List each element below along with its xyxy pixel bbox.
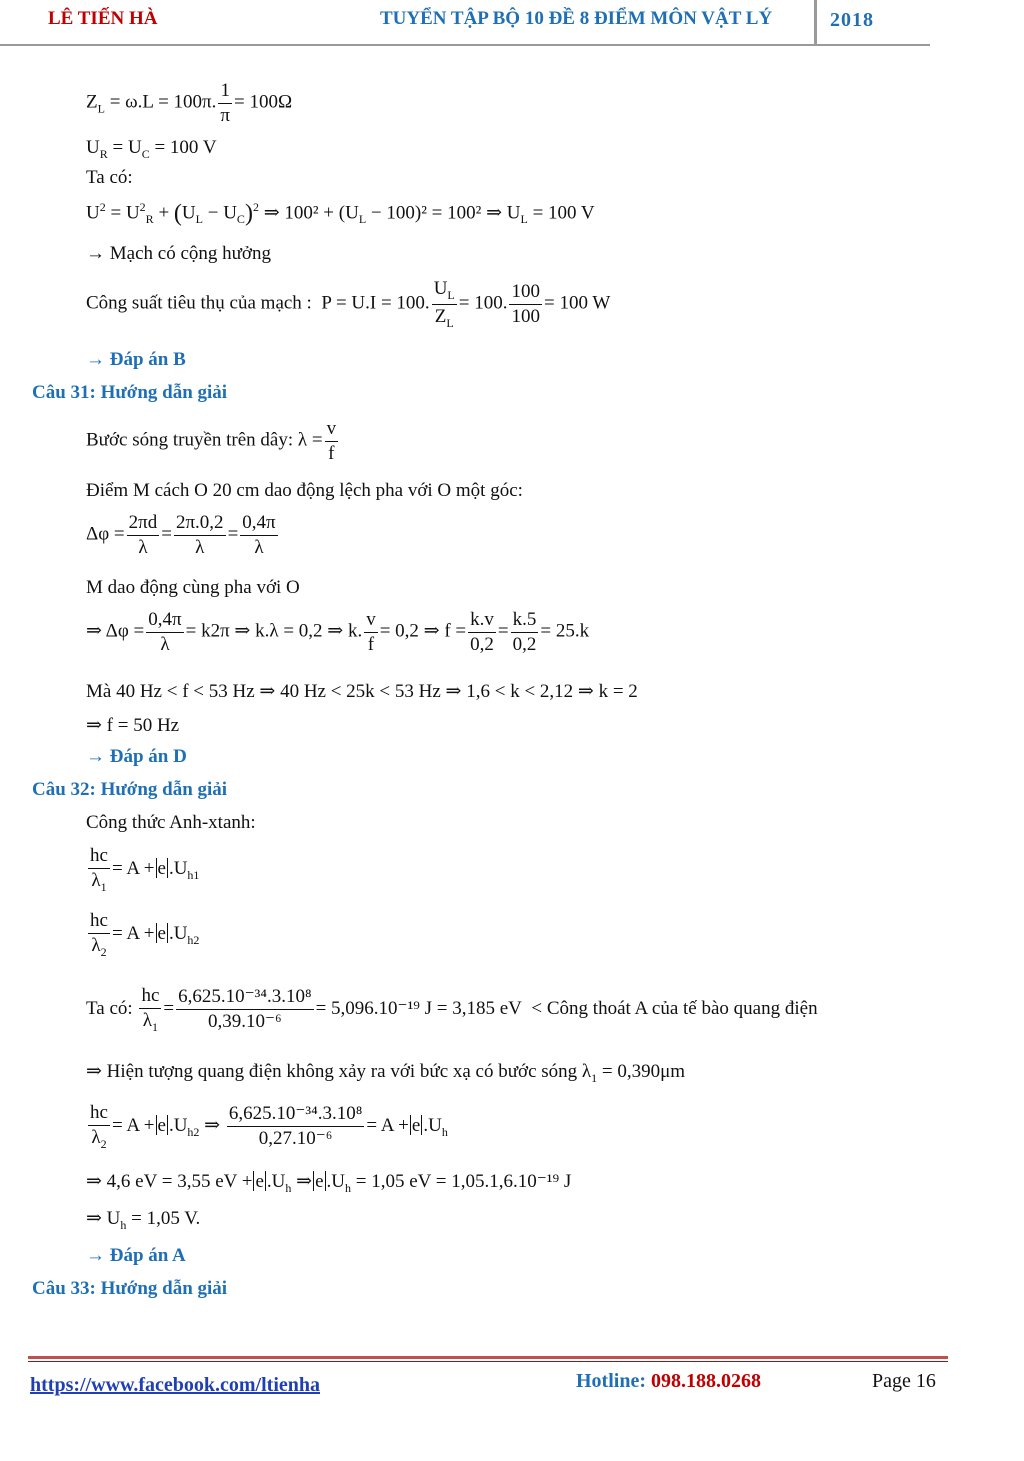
header-divider: [814, 0, 817, 44]
eq-wavelength: Bước sóng truyền trên dây: λ = $\frac{v}{f}$: [86, 418, 337, 464]
question-32-heading: Câu 32: Hướng dẫn giải: [32, 779, 228, 800]
footer-facebook-link[interactable]: https://www.facebook.com/ltienha: [30, 1374, 320, 1396]
eq-frequency-k: ⇒ Δφ = $\frac{0,4\pi}{\lambda}$ = k2π ⇒ k.λ = 0,2 ⇒ k. $\frac{v}{f}$ = 0,2 ⇒ f = $\frac{k.v}{0,2}$ = $\frac{k.5}{0,2}$ = 25.k: [86, 609, 590, 655]
eq-u-squared: $U^2 = U^2_R + (U_L - U_C)^2$ ⇒ $100^2 + (U_L - 100)^2 = 100^2$ ⇒ $U_L = 100$ V: [86, 200, 595, 227]
eq-zl: $Z_L = \omega.L = 100\pi$. $\frac{1}{\pi}$ = 100Ω: [86, 80, 293, 126]
text-no-photoeffect: ⇒ Hiện tượng quang điện không xảy ra với bức xạ có bước sóng $\lambda_1 = 0,390\mu m$: [86, 1061, 686, 1085]
answer-q31: → Đáp án D: [86, 746, 187, 767]
eq-energy-check: Ta có: $\frac{hc}{\lambda_1}$ = $\frac{\text{6,625.10⁻³⁴.3.10⁸}}{\text{0,39.10⁻⁶}}$ = 5,096.10⁻¹⁹ J = 3,185 eV < Công thoát A của tế bào quang điện: [86, 985, 818, 1034]
header-author: LÊ TIẾN HÀ: [48, 8, 158, 29]
answer-q30: → Đáp án B: [86, 349, 186, 370]
text-f-result: ⇒ f = 50 Hz: [86, 715, 180, 736]
eq-einstein-2: $\frac{hc}{\lambda_2}$ = A + e $.U_{h2}$: [90, 910, 200, 959]
text-cung-pha: M dao động cùng pha với O: [86, 577, 300, 598]
header-year: 2018: [830, 9, 874, 31]
text-einstein: Công thức Anh-xtanh:: [86, 812, 256, 833]
text-range-k: Mà 40 Hz < f < 53 Hz ⇒ 40 Hz < 25k < 53 Hz ⇒ 1,6 < k < 2,12 ⇒ k = 2: [86, 681, 638, 702]
eq-ur-uc: $U_R = U_C = 100$ V: [86, 137, 217, 161]
text-phase-diff: Điểm M cách O 20 cm dao động lệch pha với O một góc:: [86, 480, 523, 501]
footer-rule-thin: [28, 1361, 948, 1362]
question-33-heading: Câu 33: Hướng dẫn giải: [32, 1278, 228, 1299]
eq-power: Công suất tiêu thụ của mạch : P = U.I = 100. $\frac{U_L}{Z_L}$ = 100. $\frac{100}{100}$ = 100 W: [86, 278, 611, 330]
page-number: Page 16: [872, 1370, 936, 1392]
footer-rule: [28, 1356, 948, 1359]
answer-q32: → Đáp án A: [86, 1245, 186, 1266]
text-taco-1: Ta có:: [86, 167, 133, 188]
hotline-number: 098.188.0268: [651, 1370, 761, 1392]
hotline-label: Hotline:: [576, 1370, 646, 1392]
eq-delta-phi: Δφ = $\frac{2\pi d}{\lambda}$ = $\frac{2\pi.0,2}{\lambda}$ = $\frac{0,4\pi}{\lambda}$: [86, 512, 276, 558]
eq-stopping-voltage: $\frac{hc}{\lambda_2}$ = A + e $.U_{h2}$ ⇒ $\frac{\text{6,625.10⁻³⁴.3.10⁸}}{\text{0,27.10⁻⁶}}$ = A + e $.U_h$: [90, 1102, 448, 1151]
eq-energy-balance: ⇒ 4,6 eV = 3,55 eV + e $.U_h$ ⇒ e $.U_h = 1,05$ eV = 1,05.1,6.10⁻¹⁹ J: [86, 1171, 572, 1195]
text-cong-huong: → Mạch có cộng hưởng: [86, 243, 271, 264]
eq-uh-result: ⇒ $U_h = 1,05$ V.: [86, 1208, 201, 1232]
header-rule: [0, 44, 930, 46]
eq-einstein-1: $\frac{hc}{\lambda_1}$ = A + e $.U_{h1}$: [90, 845, 200, 894]
header-title: TUYỂN TẬP BỘ 10 ĐỀ 8 ĐIỂM MÔN VẬT LÝ: [380, 8, 773, 29]
footer-hotline: [576, 1370, 761, 1393]
question-31-heading: Câu 31: Hướng dẫn giải: [32, 382, 228, 403]
